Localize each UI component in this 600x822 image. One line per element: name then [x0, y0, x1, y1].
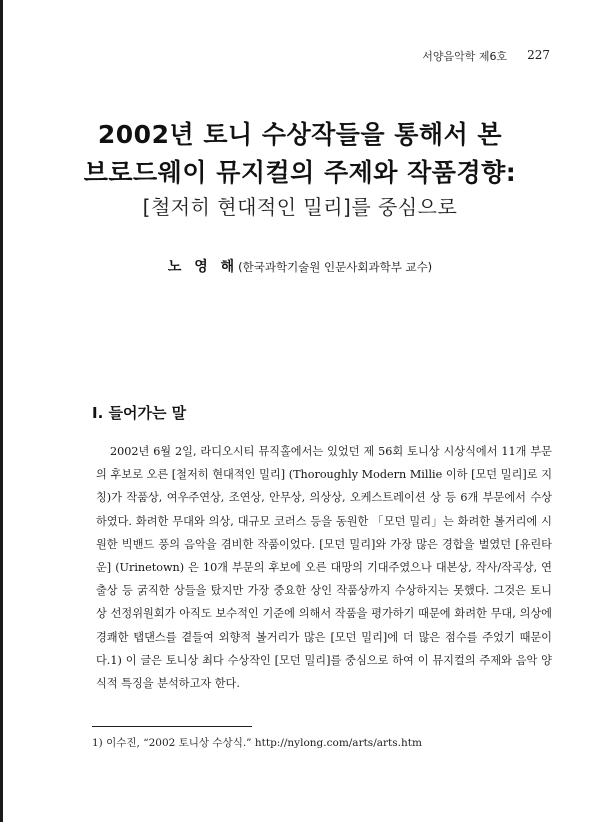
title-line-1: 2002년 토니 수상작들을 통해서 본	[97, 120, 503, 149]
footnote: 1) 이수진, “2002 토니상 수상식.” http://nylong.com/arts/arts.htm	[92, 737, 422, 749]
subtitle: [철저히 현대적인 밀리]를 중심으로	[142, 195, 458, 219]
journal-title: 서양음악학 제6호	[422, 50, 508, 63]
body-text	[96, 440, 552, 695]
section-heading: I. 들어가는 말	[92, 404, 187, 422]
author-affiliation: (한국과학기술원 인문사회과학부 교수)	[238, 260, 433, 274]
running-head	[400, 48, 550, 64]
title-block	[40, 116, 560, 222]
author-line	[40, 256, 560, 276]
page-edge-shadow	[0, 0, 3, 822]
page-number: 227	[527, 48, 550, 62]
footnote-divider	[92, 726, 252, 727]
paragraph: 2002년 6월 2일, 라디오시티 뮤직홀에서는 있었던 제 56회 토니상 시상식에서 11개 부문의 후보로 오른 [철저히 현대적인 밀리] (Thoroughly Modern Millie 이하 [모던 밀리]로 지칭)가 작품상, 여우주연상, 조연상, 안무상, 의상상, 오케스트레이션 상 등 6개 부문에서 수상하였다. 화려한 무대와 의상, 대규모 코러스 등을 동원한 「모던 밀리」는 화려한 볼거리에 시원한 빅밴드 풍의 음악을 겸비한 작품이었다. [모던 밀리]와 가장 많은 경합을 벌였던 [유린타운] (Urinetown) 은 10개 부문의 후보에 오른 대망의 기대주였으나 대본상, 작사/작곡상, 연출상 등 굵직한 상들을 탔지만 가장 중요한 상인 작품상까지 수상하지는 못했다. 그것은 토니상 선정위원회가 아직도 보수적인 기준에 의해서 작품을 평가하기 때문에 화려한 무대, 의상에 경쾌한 탭댄스를 곁들여 외향적 볼거리가 많은 [모던 밀리]에 더 많은 점수를 주었기 때문이다.1) 이 글은 토니상 최다 수상작인 [모던 밀리]를 중심으로 하여 이 뮤지컬의 주제와 음악 양식적 특징을 분석하고자 한다.	[96, 445, 552, 691]
author-name: 노 영 해	[167, 259, 239, 275]
title-line-2: 브로드웨이 뮤지컬의 주제와 작품경향:	[83, 158, 517, 187]
